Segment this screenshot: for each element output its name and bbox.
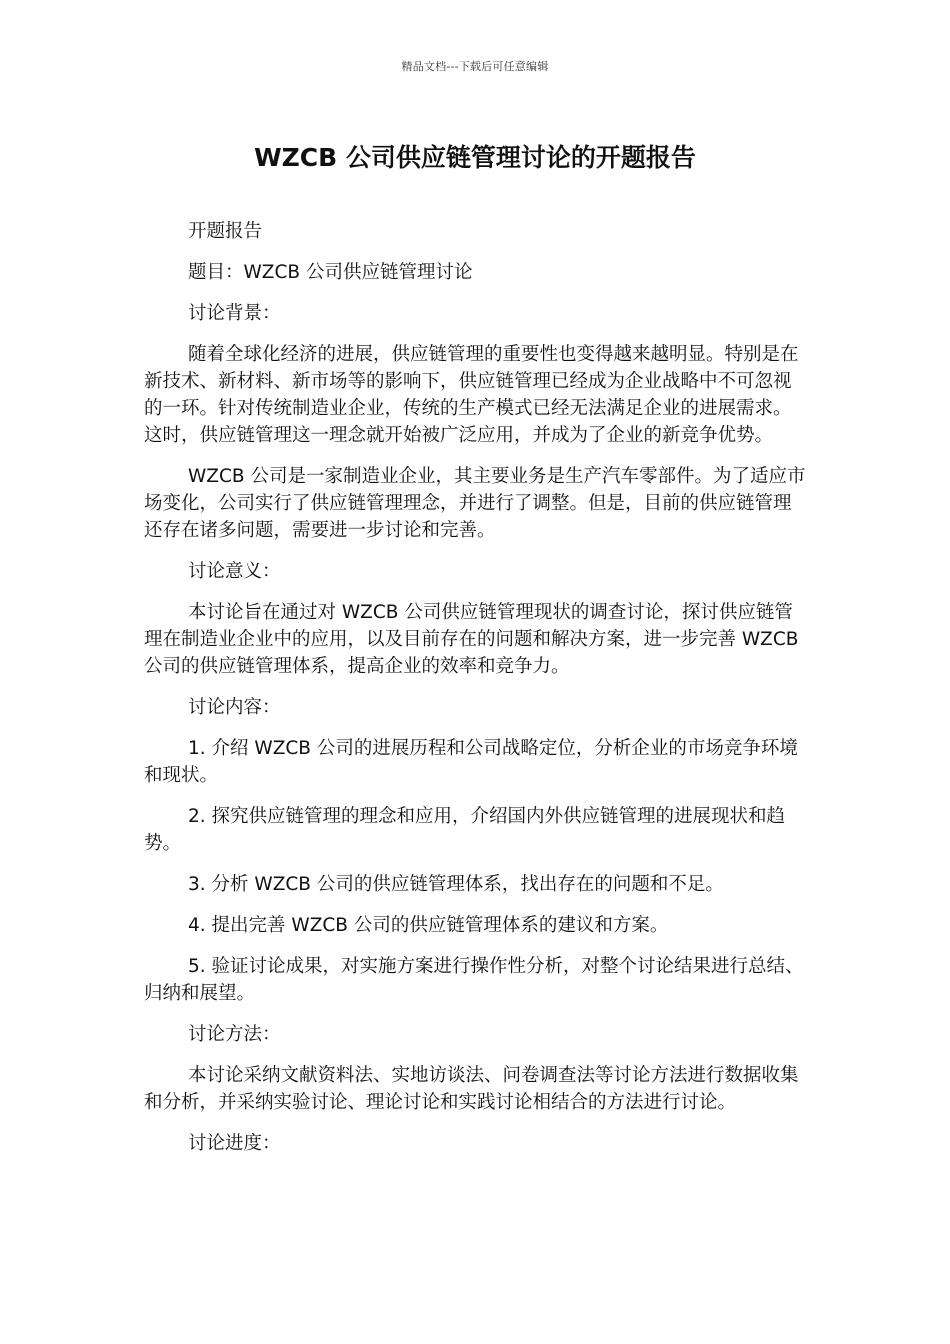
section-heading-method: 讨论方法： bbox=[188, 1024, 281, 1045]
section-heading-content: 讨论内容： bbox=[188, 697, 281, 718]
content-item-3: 3. 分析 WZCB 公司的供应链管理体系，找出存在的问题和不足。 bbox=[188, 874, 724, 895]
significance-paragraph: 本讨论旨在通过对 WZCB 公司供应链管理现状的调查讨论，探讨供应链管理在制造业企业中的应用，以及目前存在的问题和解决方案，进一步完善 WZCB 公司的供应链管理体系，提高企业的效率和竞争力。 bbox=[144, 602, 799, 677]
content-item-1: 1. 介绍 WZCB 公司的进展历程和公司战略定位，分析企业的市场竞争环境和现状。 bbox=[144, 738, 798, 786]
content-item-4: 4. 提出完善 WZCB 公司的供应链管理体系的建议和方案。 bbox=[188, 915, 669, 936]
method-paragraph: 本讨论采纳文献资料法、实地访谈法、问卷调查法等讨论方法进行数据收集和分析，并采纳实验讨论、理论讨论和实践讨论相结合的方法进行讨论。 bbox=[144, 1065, 799, 1113]
section-heading-background: 讨论背景： bbox=[188, 303, 281, 324]
heading-report: 开题报告 bbox=[188, 221, 263, 242]
background-paragraph-2: WZCB 公司是一家制造业企业，其主要业务是生产汽车零部件。为了适应市场变化，公司实行了供应链管理理念，并进行了调整。但是，目前的供应链管理还存在诸多问题，需要进一步讨论和完善。 bbox=[144, 466, 806, 541]
section-heading-significance: 讨论意义： bbox=[188, 561, 281, 582]
topic-line: 题目：WZCB 公司供应链管理讨论 bbox=[188, 262, 473, 283]
section-heading-schedule: 讨论进度： bbox=[188, 1133, 281, 1154]
content-item-5: 5. 验证讨论成果，对实施方案进行操作性分析，对整个讨论结果进行总结、归纳和展望。 bbox=[144, 956, 804, 1004]
content-item-2: 2. 探究供应链管理的理念和应用，介绍国内外供应链管理的进展现状和趋势。 bbox=[144, 806, 786, 854]
header-note: 精品文档---下载后可任意编辑 bbox=[401, 60, 549, 73]
document-title: WZCB 公司供应链管理讨论的开题报告 bbox=[254, 143, 696, 172]
document-body bbox=[144, 218, 808, 1171]
background-paragraph-1: 随着全球化经济的进展，供应链管理的重要性也变得越来越明显。特别是在新技术、新材料、新市场等的影响下，供应链管理已经成为企业战略中不可忽视的一环。针对传统制造业企业，传统的生产模式已经无法满足企业的进展需求。这时，供应链管理这一理念就开始被广泛应用，并成为了企业的新竞争优势。 bbox=[144, 344, 799, 446]
